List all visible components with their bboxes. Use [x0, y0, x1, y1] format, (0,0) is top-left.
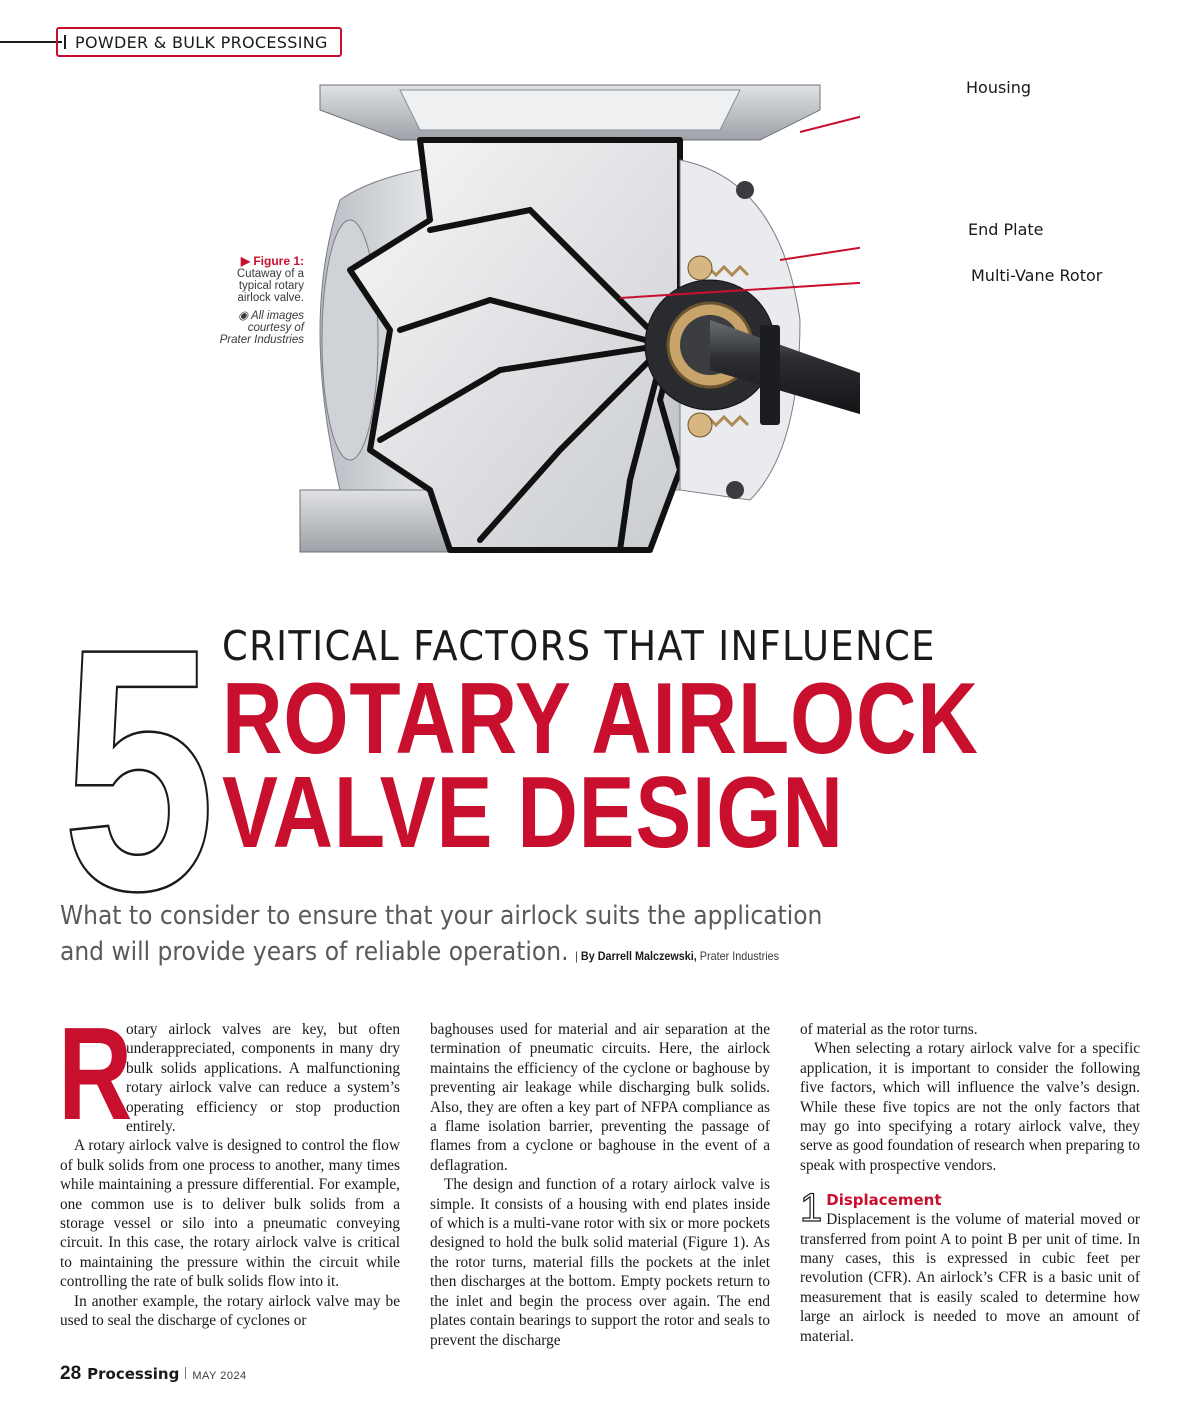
- rotary-airlock-cutaway-illustration: [280, 70, 860, 590]
- headline-line: VALVE DESIGN: [222, 757, 844, 869]
- figure-caption-label: [200, 255, 304, 268]
- body-column-1: [58, 1000, 400, 1331]
- camera-icon: ◉: [238, 310, 249, 322]
- credit-line: All images: [250, 310, 304, 322]
- section-tag-label: POWDER & BULK PROCESSING: [75, 32, 328, 52]
- section-tag-tick: [64, 35, 66, 49]
- headline-line: ROTARY AIRLOCK: [222, 663, 979, 775]
- subhead-displacement: [800, 1186, 1140, 1346]
- deck-line: and will provide years of reliable operation.: [60, 937, 569, 967]
- deck-line: What to consider to ensure that your airlock suits the application: [60, 901, 823, 931]
- drop-cap: R: [58, 1000, 133, 1147]
- figure-label-arrow-icon: ▶: [240, 254, 251, 268]
- image-credit: [200, 310, 304, 346]
- figure-caption-line: typical rotary: [238, 280, 304, 292]
- body-column-2: [430, 1020, 770, 1350]
- byline-org: Prater Industries: [699, 949, 780, 963]
- figure-label: Figure 1:: [253, 254, 304, 268]
- section-tag-rule: [0, 41, 62, 43]
- body-column-3: [800, 1020, 1140, 1346]
- body-paragraph: baghouses used for material and air separation at the termination of pneumatic circuits. Here, the airlock maintains the efficiency of the cyclone or baghouse by preventing air leakage while discharging bulk solids. Also, they are often a key part of NFPA compliance as a flame isolation barrier, preventing the passage of flames from a cyclone or baghouse in the event of a deflagration.: [430, 1021, 770, 1174]
- issue-date: MAY 2024: [192, 1370, 247, 1382]
- magazine-name: Processing: [87, 1365, 180, 1383]
- callout-multi-vane-rotor: Multi-Vane Rotor: [971, 266, 1103, 285]
- byline-author: By Darrell Malczewski,: [580, 949, 697, 963]
- body-paragraph: otary airlock valves are key, but often underappreciated, components in many dry bulk solids applications. A malfunctioning rotary airlock valve can reduce a system’s operating efficiency or stop production entirely.: [126, 1021, 400, 1136]
- credit-line: courtesy of: [247, 322, 304, 334]
- credit-line: Prater Industries: [219, 334, 304, 346]
- headline-kicker: CRITICAL FACTORS THAT INFLUENCE: [222, 622, 936, 670]
- body-paragraph: The design and function of a rotary airlock valve is simple. It consists of a housing with end plates inside of which is a multi-vane rotor with six or more pockets designed to hold the bulk solid material (Figure 1). As the rotor turns, material fills the pockets at the inlet then discharges at the bottom. Empty pockets return to the inlet and begin the process over again. The end plates contain bearings to support the rotor and seals to prevent the discharge: [430, 1176, 770, 1349]
- deck: [60, 898, 823, 974]
- subhead-title: Displacement: [826, 1191, 942, 1210]
- body-paragraph: A rotary airlock valve is designed to control the flow of bulk solids from one process to another, many times while maintaining a pressure differential. For example, one common use is to deliver bulk solids from a storage vessel or silo into a pneumatic conveying circuit. In this case, the rotary airlock valve is critical to maintaining the pressure within the circuit while controlling the rate of bulk solids flow into it.: [60, 1137, 400, 1291]
- figure-caption-line: airlock valve.: [237, 292, 304, 304]
- body-paragraph: Displacement is the volume of material moved or transferred from point A to point B per unit of time. In many cases, this is expressed in cubic feet per revolution (CFR). An airlock’s CFR is a basic unit of measurement that is easily scaled to determine how large an airlock is needed to move an amount of material.: [800, 1211, 1140, 1345]
- body-paragraph: In another example, the rotary airlock valve may be used to seal the discharge of cyclones or: [60, 1292, 400, 1330]
- footer-divider: [185, 1367, 186, 1379]
- byline: | By Darrell Malczewski, Prater Industries: [572, 949, 780, 963]
- page-number: 28: [60, 1363, 82, 1384]
- subhead-number: 1: [800, 1186, 823, 1231]
- headline: [222, 663, 979, 869]
- figure-caption: [200, 255, 304, 346]
- callout-end-plate: End Plate: [968, 220, 1044, 239]
- body-paragraph: of material as the rotor turns.: [800, 1021, 978, 1038]
- figure-caption-line: Cutaway of a: [236, 268, 304, 280]
- headline-number: 5: [62, 578, 208, 963]
- body-paragraph: When selecting a rotary airlock valve for a specific application, it is important to consider the following five factors, which will influence the valve’s design. While these five topics are not the only factors that may go into specifying a rotary airlock valve, they serve as good foundation of research when preparing to speak with prospective vendors.: [800, 1040, 1140, 1174]
- section-tag: [56, 27, 342, 57]
- page-footer: [60, 1363, 247, 1385]
- callout-housing: Housing: [966, 78, 1032, 97]
